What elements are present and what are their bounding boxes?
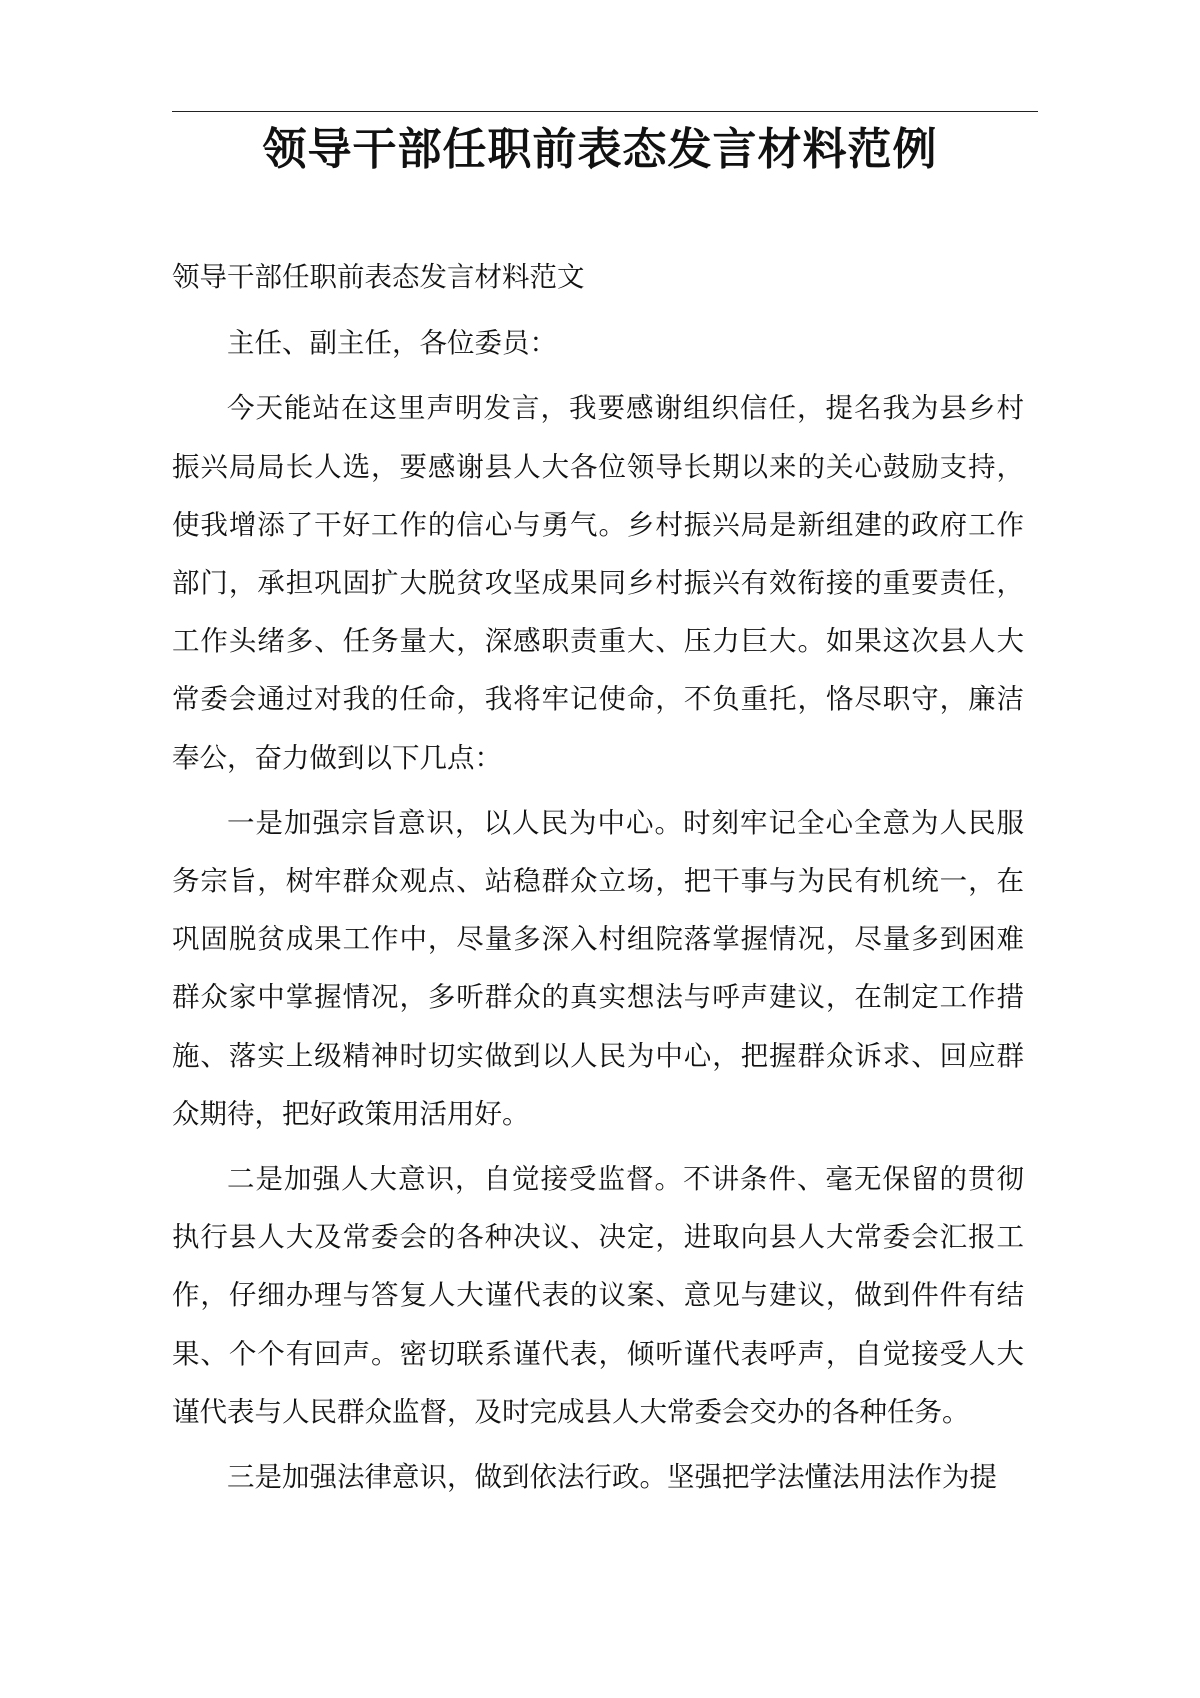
paragraph-point-three: 三是加强法律意识，做到依法行政。坚强把学法懂法用法作为提 [227,1461,997,1494]
header-rule [172,111,1038,112]
document-body [172,248,1024,1513]
document-subtitle: 领导干部任职前表态发言材料范文 [172,261,585,293]
paragraph-point-two: 二是加强人大意识，自觉接受监督。不讲条件、毫无保留的贯彻执行县人大及常委会的各种决议、决定，进取向县人大常委会汇报工作，仔细办理与答复人大谨代表的议案、意见与建议，做到件件有结果、个个有回声。密切联系谨代表，倾听谨代表呼声，自觉接受人大谨代表与人民群众监督，及时完成县人大常委会交办的各种任务。 [172,1163,1024,1428]
paragraph-point-one: 一是加强宗旨意识，以人民为中心。时刻牢记全心全意为人民服务宗旨，树牢群众观点、站稳群众立场，把干事与为民有机统一，在巩固脱贫成果工作中，尽量多深入村组院落掌握情况，尽量多到困难群众家中掌握情况，多听群众的真实想法与呼声建议，在制定工作措施、落实上级精神时切实做到以人民为中心，把握群众诉求、回应群众期待，把好政策用活用好。 [172,806,1024,1130]
document-title: 领导干部任职前表态发言材料范例 [262,124,938,175]
paragraph-intro: 今天能站在这里声明发言，我要感谢组织信任，提名我为县乡村振兴局局长人选，要感谢县人大各位领导长期以来的关心鼓励支持，使我增添了干好工作的信心与勇气。乡村振兴局是新组建的政府工作部门，承担巩固扩大脱贫攻坚成果同乡村振兴有效衔接的重要责任，工作头绪多、任务量大，深感职责重大、压力巨大。如果这次县人大常委会通过对我的任命，我将牢记使命，不负重托，恪尽职守，廉洁奉公，奋力做到以下几点： [172,392,1024,774]
paragraph-salutation: 主任、副主任，各位委员： [227,327,557,360]
